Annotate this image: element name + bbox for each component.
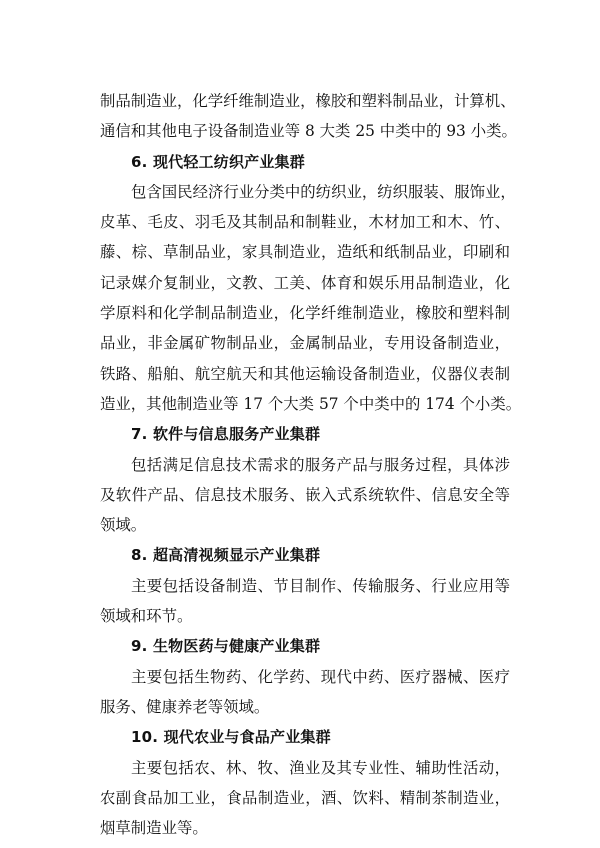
paragraph-line: 主要包括农、林、牧、渔业及其专业性、辅助性活动， <box>131 758 510 777</box>
section-heading: 10. 现代农业与食品产业集群 <box>131 728 331 747</box>
paragraph-line: 学原料和化学制品制造业，化学纤维制造业，橡胶和塑料制 <box>100 304 510 323</box>
paragraph-line: 领域。 <box>100 516 147 535</box>
paragraph-line: 通信和其他电子设备制造业等 8 大类 25 中类中的 93 小类。 <box>100 122 517 141</box>
paragraph-line: 皮革、毛皮、羽毛及其制品和制鞋业，木材加工和木、竹、 <box>100 213 510 232</box>
paragraph-line: 领域和环节。 <box>100 607 193 626</box>
paragraph-line: 主要包括生物药、化学药、现代中药、医疗器械、医疗 <box>131 667 510 686</box>
paragraph-line: 服务、健康养老等领域。 <box>100 697 270 716</box>
paragraph-line: 铁路、船舶、航空航天和其他运输设备制造业，仪器仪表制 <box>100 364 510 383</box>
paragraph-line: 农副食品加工业，食品制造业，酒、饮料、精制茶制造业， <box>100 788 510 807</box>
document-body <box>100 86 522 843</box>
paragraph-line: 烟草制造业等。 <box>100 819 208 838</box>
paragraph-line: 藤、棕、草制品业，家具制造业，造纸和纸制品业，印刷和 <box>100 243 510 262</box>
paragraph-line: 品业，非金属矿物制品业，金属制品业，专用设备制造业， <box>100 334 510 353</box>
paragraph-line: 包括满足信息技术需求的服务产品与服务过程，具体涉 <box>131 455 510 474</box>
paragraph-line: 及软件产品、信息技术服务、嵌入式系统软件、信息安全等 <box>100 485 510 504</box>
paragraph-line: 记录媒介复制业，文教、工美、体育和娱乐用品制造业，化 <box>100 273 510 292</box>
section-heading: 6. 现代轻工纺织产业集群 <box>131 152 305 171</box>
section-heading: 9. 生物医药与健康产业集群 <box>131 637 321 656</box>
section-heading: 8. 超高清视频显示产业集群 <box>131 546 321 565</box>
section-heading: 7. 软件与信息服务产业集群 <box>131 425 321 444</box>
paragraph-line: 包含国民经济行业分类中的纺织业，纺织服装、服饰业， <box>131 182 516 201</box>
paragraph-line: 主要包括设备制造、节目制作、传输服务、行业应用等 <box>131 576 510 595</box>
paragraph-line: 制品制造业，化学纤维制造业，橡胶和塑料制品业，计算机、 <box>100 92 516 110</box>
paragraph-line: 造业，其他制造业等 17 个大类 57 个中类中的 174 个小类。 <box>100 394 522 413</box>
